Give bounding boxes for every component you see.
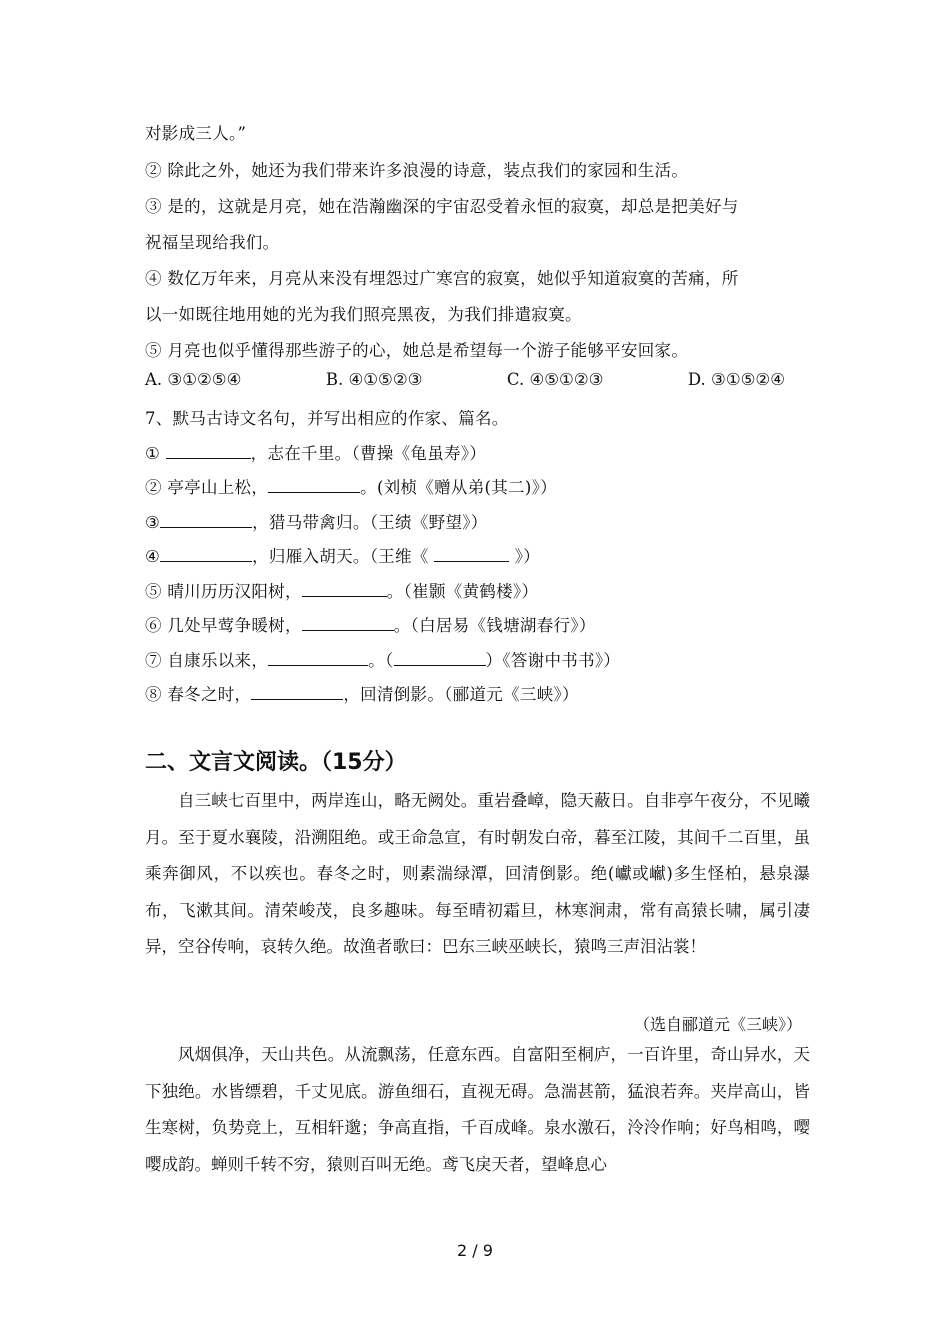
option-c: C. ④⑤①②③	[506, 370, 604, 389]
sentence-3: ③ 是的，这就是月亮，她在浩瀚幽深的宇宙忍受着永恒的寂寞，却总是把美好与	[145, 197, 739, 216]
answer-options	[145, 370, 785, 389]
answer-blank[interactable]	[166, 444, 251, 459]
item-text: 。(刘桢《赠从弟(其二)》）	[360, 478, 557, 497]
item-prefix: ⑤ 晴川历历汉阳树，	[145, 582, 302, 601]
sentence-2: ② 除此之外，她还为我们带来许多浪漫的诗意，装点我们的家园和生活。	[145, 161, 689, 180]
option-a: A. ③①②⑤④	[145, 370, 242, 389]
item-text: 。（白居易《钱塘湖春行》）	[393, 616, 596, 635]
section-heading: 二、文言文阅读。（15分）	[145, 750, 407, 775]
item-prefix: ④	[145, 547, 161, 566]
item-text: ，归雁入胡天。（王维《	[252, 547, 435, 566]
item-suffix: ）《答谢中书书》）	[485, 651, 621, 670]
answer-blank[interactable]	[302, 582, 387, 597]
answer-blank[interactable]	[160, 547, 252, 562]
answer-blank[interactable]	[251, 685, 343, 700]
item-prefix: ③	[145, 513, 161, 532]
page-number: 2 / 9	[457, 1241, 493, 1260]
author-blank[interactable]	[394, 651, 486, 666]
question-7-title: 7、默马古诗文名句，并写出相应的作家、篇名。	[145, 409, 509, 428]
q7-item-2	[145, 474, 557, 498]
item-suffix: 》）	[509, 547, 541, 566]
sentence-3-cont: 祝福呈现给我们。	[145, 233, 280, 252]
sentence-4: ④ 数亿万年来，月亮从来没有埋怨过广寒宫的寂寞，她似乎知道寂寞的苦痛，所	[145, 269, 739, 288]
item-prefix: ⑥ 几处早莺争暖树，	[145, 616, 302, 635]
answer-blank[interactable]	[268, 651, 368, 666]
item-text: 。（	[368, 651, 394, 670]
item-text: ，回清倒影。（郦道元《三峡》）	[343, 685, 579, 704]
option-d: D. ③①⑤②④	[687, 370, 785, 389]
q7-item-4	[145, 543, 540, 567]
item-prefix: ⑦ 自康乐以来，	[145, 651, 269, 670]
passage-2: 风烟俱净，天山共色。从流飘荡，任意东西。自富阳至桐庐，一百许里，奇山异水，天下独绝。水皆缥碧，千丈见底。游鱼细石，直视无碍。急湍甚箭，猛浪若奔。夹岸高山，皆生寒树，负势竞上，互相轩邈；争高直指，千百成峰。泉水激石，泠泠作响；好鸟相鸣，嘤嘤成韵。蝉则千转不穷，猿则百叫无绝。鸢飞戾天者，望峰息心	[145, 1045, 810, 1174]
passage-source: （选自郦道元《三峡》）	[633, 1015, 802, 1034]
q7-item-7	[145, 647, 620, 671]
passage-1: 自三峡七百里中，两岸连山，略无阙处。重岩叠嶂，隐天蔽日。自非亭午夜分，不见曦月。至于夏水襄陵，沿溯阻绝。或王命急宣，有时朝发白帝，暮至江陵，其间千二百里，虽乘奔御风，不以疾也。春冬之时，则素湍绿潭，回清倒影。绝(巘或𪩘)多生怪柏，悬泉瀑布，飞漱其间。清荣峻茂，良多趣味。每至晴初霜旦，林寒涧肃，常有高猿长啸，属引凄异，空谷传响，哀转久绝。故渔者歌曰：巴东三峡巫峡长，猿鸣三声泪沾裳！	[145, 791, 810, 956]
answer-blank[interactable]	[160, 513, 252, 528]
item-text: 。（崔颢《黄鹤楼》）	[386, 582, 539, 601]
q7-item-5	[145, 578, 538, 602]
sentence-5: ⑤ 月亮也似乎懂得那些游子的心，她总是希望每一个游子能够平安回家。	[145, 341, 689, 360]
item-text: ，猎马带禽归。（王绩《野望》）	[252, 513, 488, 532]
answer-blank[interactable]	[268, 478, 360, 493]
item-prefix: ⑧ 春冬之时，	[145, 685, 252, 704]
title-blank[interactable]	[434, 547, 509, 562]
item-prefix: ①	[145, 444, 166, 463]
item-prefix: ② 亭亭山上松，	[145, 478, 269, 497]
option-b: B. ④①⑤②③	[325, 370, 423, 389]
q7-item-3	[145, 509, 488, 533]
q7-item-6	[145, 612, 596, 636]
q7-item-1	[145, 440, 486, 464]
sentence-4-cont: 以一如既往地用她的光为我们照亮黑夜，为我们排遣寂寞。	[145, 305, 582, 324]
text-line: 对影成三人。”	[145, 124, 247, 143]
item-text: ，志在千里。（曹操《龟虽寿》）	[250, 444, 487, 463]
q7-item-8	[145, 681, 579, 705]
answer-blank[interactable]	[302, 616, 394, 631]
